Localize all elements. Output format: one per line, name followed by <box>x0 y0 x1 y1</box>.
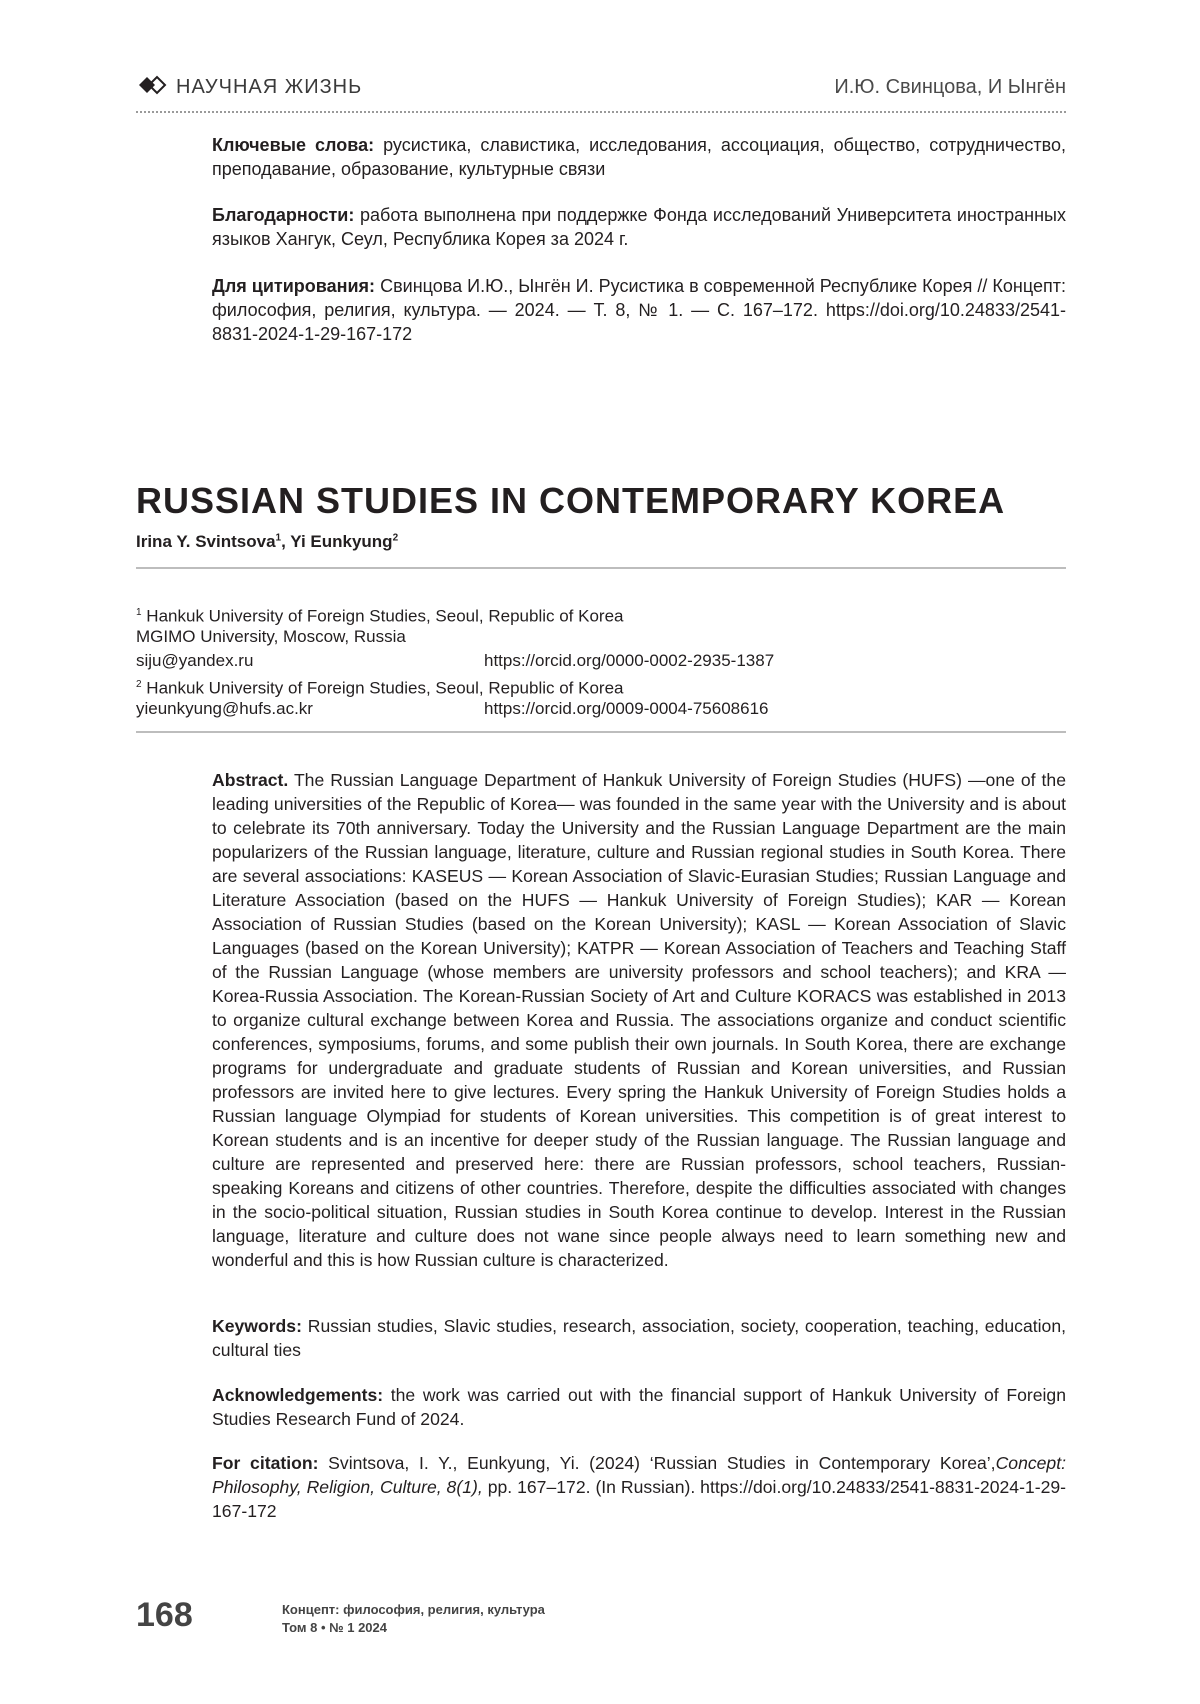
author-2-sup: 2 <box>392 532 399 544</box>
affiliations-bottom-rule <box>136 731 1066 733</box>
journal-name: Концепт: философия, религия, культура <box>282 1602 545 1617</box>
diamond-logo-icon <box>138 75 168 95</box>
en-abstract <box>212 768 1066 1272</box>
en-citation <box>212 1451 1066 1523</box>
header-divider <box>136 111 1066 113</box>
en-keywords <box>212 1314 1066 1362</box>
article-authors <box>136 532 398 552</box>
en-ack-label: Acknowledgements: <box>212 1385 384 1405</box>
en-citation-text-2: pp. 167–172. (In Russian). https://doi.org/10.24833/2541-8831-2024-1-29-167-172 <box>212 1477 1067 1521</box>
author-1-sup: 1 <box>275 532 282 544</box>
en-ack-text: the work was carried out with the financial support of Hankuk University of Foreign Studies Research Fund of 2024. <box>212 1385 1066 1429</box>
affiliation-1-sup: 1 <box>136 607 142 618</box>
author-1-name: Irina Y. Svintsova <box>136 532 276 551</box>
affiliation-2-text: Hankuk University of Foreign Studies, Seoul, Republic of Korea <box>146 678 624 698</box>
affiliation-1-text: Hankuk University of Foreign Studies, Seoul, Republic of Korea <box>146 606 624 626</box>
affiliation-1-email[interactable]: siju@yandex.ru <box>136 651 254 670</box>
author-separator: , <box>281 532 291 551</box>
abstract-text: The Russian Language Department of Hankuk University of Foreign Studies (HUFS) —one of the leading universities of the Republic of Korea— was founded in the same year with the University and is about to celebrate its 70th anniversary. Today the University and the Russian Language Department are the main popularizers of the Russian language, literature, culture and Russian regional studies in South Korea. There are several associations: KASEUS — Korean Association of Slavic-Eurasian Studies; Russian Language and Literature Association (based on the HUFS — Hankuk University of Foreign Studies); KAR — Korean Association of Russian Studies (based on the Korean University); KASL — Korean Association of Slavic Languages (based on the Korean University); KATPR — Korean Association of Teachers and Teaching Staff of the Russian Language (whose members are university professors and school teachers); and KRA — Korea-Russia Association. The Korean-Russian Society of Art and Culture KORACS was established in 2013 to organize cultural exchange between Korea and Russia. The associations organize and conduct scientific conferences, symposiums, forums, and some publish their own journals. In South Korea, there are exchange programs for undergraduate and graduate students of Russian and Korean universities, and Russian professors are invited here to give lectures. Every spring the Hankuk University of Foreign Studies holds a Russian language Olympiad for students of Korean universities. This competition is of great interest to Korean students and is an incentive for deeper study of the Russian language. The Russian language and culture are represented and preserved here: there are Russian professors, school teachers, Russian-speaking Koreans and citizens of other countries. Therefore, despite the difficulties associated with changes in the socio-political situation, Russian studies in South Korea continue to develop. Interest in the Russian language, literature and culture does not wane since people always need to learn something new and wonderful and this is how Russian culture is characterized. <box>212 770 1066 1270</box>
en-citation-label: For citation: <box>212 1453 319 1473</box>
ru-acknowledgements <box>212 203 1066 251</box>
ru-ack-label: Благодарности: <box>212 205 355 225</box>
ru-citation-text: Свинцова И.Ю., Ынгён И. Русистика в современной Республике Корея // Концепт: философия, религия, культура. — 2024. — Т. 8, № 1. — С. 167–172. https://doi.org/10.24833/2541-8831-2024-1-29-167-172 <box>212 276 1066 344</box>
affiliation-1-line-2: MGIMO University, Moscow, Russia <box>136 627 406 646</box>
en-keywords-text: Russian studies, Slavic studies, research, association, society, cooperation, teaching, education, cultural ties <box>212 1316 1066 1360</box>
en-citation-journal: Concept: Philosophy, Religion, Culture, 8(1), <box>212 1453 1066 1497</box>
journal-issue: Том 8 • № 1 2024 <box>282 1620 387 1635</box>
ru-citation-label: Для цитирования: <box>212 276 376 296</box>
en-citation-text-1: Svintsova, I. Y., Eunkyung, Yi. (2024) ‘Russian Studies in Contemporary Korea’, <box>328 1453 996 1473</box>
author-2-name: Yi Eunkyung <box>290 532 393 551</box>
en-keywords-label: Keywords: <box>212 1316 302 1336</box>
abstract-label: Abstract. <box>212 770 289 790</box>
affiliation-2-sup: 2 <box>136 679 142 690</box>
article-title: RUSSIAN STUDIES IN CONTEMPORARY KOREA <box>136 480 1006 521</box>
affiliation-2-orcid[interactable]: https://orcid.org/0009-0004-75608616 <box>484 699 769 718</box>
ru-keywords-label: Ключевые слова: <box>212 135 375 155</box>
ru-keywords-text: русистика, славистика, исследования, ассоциация, общество, сотрудничество, преподавание, образование, культурные связи <box>212 135 1066 179</box>
affiliations-top-rule <box>136 567 1066 569</box>
ru-keywords <box>212 133 1066 181</box>
en-acknowledgements <box>212 1383 1066 1431</box>
running-section-title: НАУЧНАЯ ЖИЗНЬ <box>176 76 363 98</box>
running-authors: И.Ю. Свинцова, И Ынгён <box>834 76 1066 98</box>
ru-ack-text: работа выполнена при поддержке Фонда исследований Университета иностранных языков Хангук, Сеул, Республика Корея за 2024 г. <box>212 205 1066 249</box>
affiliation-2-email[interactable]: yieunkyung@hufs.ac.kr <box>136 699 313 718</box>
affiliation-1-orcid[interactable]: https://orcid.org/0000-0002-2935-1387 <box>484 651 775 670</box>
page-number: 168 <box>136 1596 193 1634</box>
ru-citation <box>212 274 1066 346</box>
